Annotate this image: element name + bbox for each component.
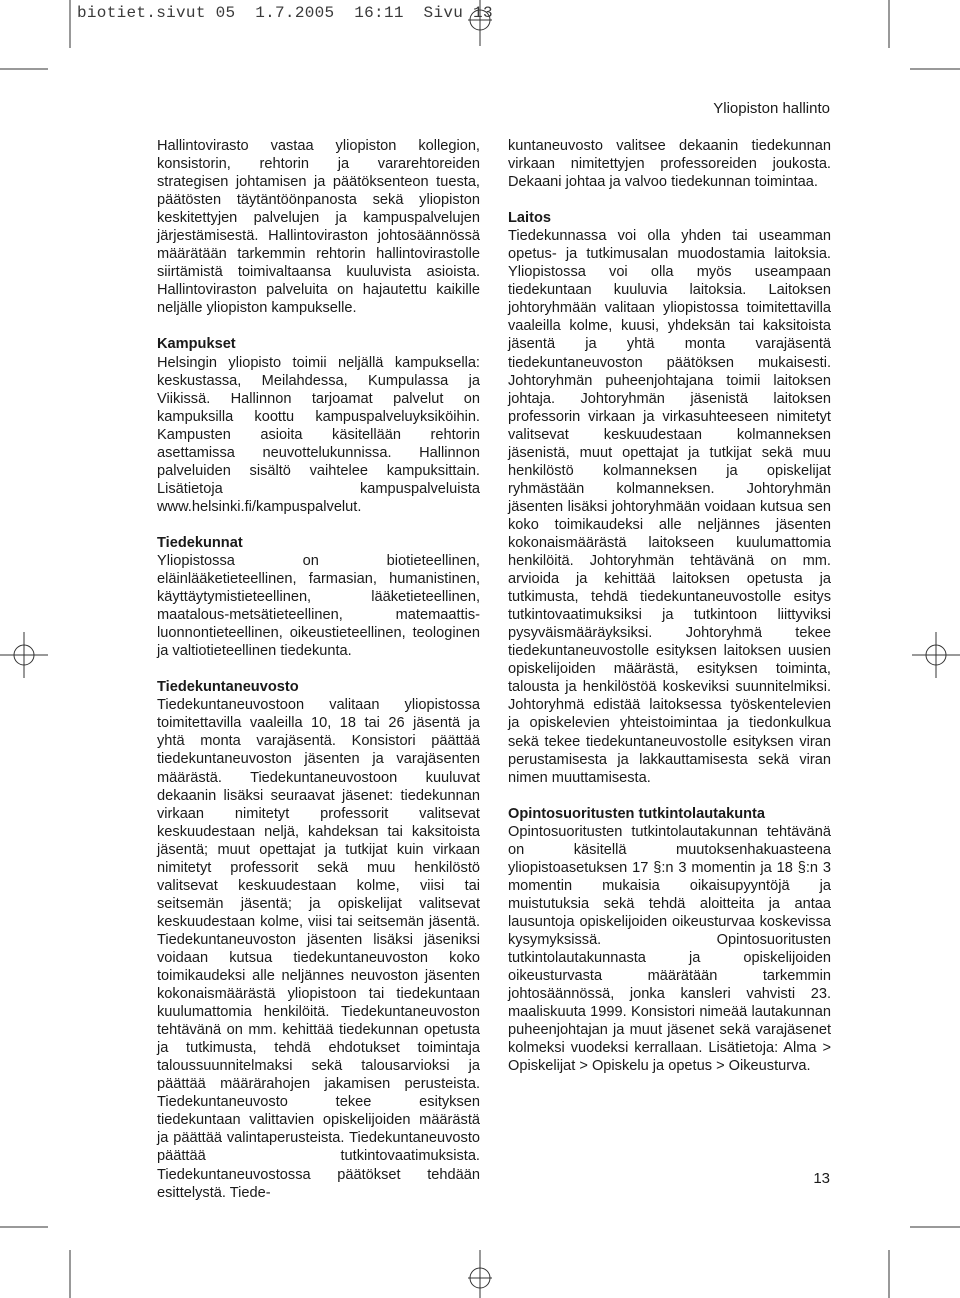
kampukset-paragraph: Helsingin yliopisto toimii neljällä kampuksella: keskustassa, Meilahdessa, Kumpulassa ja Viikissä. Hallinnon tarjoamat palvelut on kampuksilla koottu kampuspalveluyksiköihin. Kampusten asioita käsitellään rehtorin asettamissa neuvottelukunnissa. Hallinnon palveluiden sisältö vaihtelee kampuksittain. Lisätietoja kampuspalveluista www.helsinki.fi/kampuspalvelut. <box>157 354 480 515</box>
tiedekunnat-paragraph: Yliopistossa on biotieteellinen, eläinlääketieteellinen, farmasian, humanistinen, käyttäytymistieteellinen, lääketieteellinen, maatalous-metsätieteellinen, matemaattis-luonnontieteellinen, oikeustieteellinen, teologinen ja valtiotieteellinen tiedekunta. <box>157 552 480 660</box>
right-column <box>508 137 831 1075</box>
printer-slug: biotiet.sivut 05 1.7.2005 16:11 Sivu 13 <box>77 4 493 22</box>
registration-mark-right <box>910 630 960 680</box>
registration-mark-left <box>0 630 50 680</box>
registration-mark-bottom-center <box>460 1250 500 1298</box>
laitos-paragraph: Tiedekunnassa voi olla yhden tai useamman opetus- ja tutkimusalan muodostamia laitoksia. Yliopistossa voi olla myös useampaan tiedekuntaan kuuluvia laitoksia. Laitoksen johtoryhmään valitaan yliopistossa toimitettavilla vaaleilla kolme, kuusi, yhdeksän tai kaksitoista jäsentä ja yhtä monta varajäsentä tiedekuntaneuvoston päätöksen mukaisesti. Johtoryhmän puheenjohtajana toimii laitoksen johtaja. Johtoryhmän jäsenistä laitoksen professorin virkaan ja virkasuhteeseen nimitetyt valitsevat keskuudestaan kolmanneksen jäsenistä, muut opettajat ja tutkijat sekä muu henkilöstö kolmanneksen ja opiskelijat ryhmästään kolmanneksen. Johtoryhmän jäsenten lisäksi johtoryhmään voidaan kutsua sen koko toimikaudeksi alle neljännes jäsenten kokonaismäärästä laitokseen kuulumattomia henkilöitä. Johtoryhmän tehtävänä on mm. arvioida ja kehittää laitoksen opetusta ja tutkimusta, tehdä tiedekuntaneuvostolle esitys tutkintovaatimuksiksi ja tutkintoon liittyviksi pysyväismääräyksiksi. Johtoryhmä tekee tiedekuntaneuvostolle esityksen laitoksen uusien opiskelijoiden määrästä, esityksen toiminta, talousta ja henkilöstöä koskeviksi suunnitelmiksi. Johtoryhmä edistää laitoksessa työskentelevien ja opiskelevien yhteistoimintaa ja tiedonkulkua sekä tekee tiedekuntaneuvostolle esityksen viran perustamisesta ja lakkauttamisesta sekä viran nimen muuttamisesta. <box>508 228 831 786</box>
tiedekunnat-heading: Tiedekunnat <box>157 534 243 551</box>
crop-mark-right-upper <box>910 68 960 70</box>
tiedekuntaneuvosto-paragraph: Tiedekuntaneuvostoon valitaan yliopistossa toimitettavilla vaaleilla 10, 18 tai 26 jäsentä ja yhtä monta varajäsentä. Konsistori päättää tiedekuntaneuvoston jäsenten ja varajäsenten määrästä. Tiedekuntaneuvostoon kuuluvat dekaanin lisäksi seuraavat jäsenet: tiedekunnan virkaan nimitetyt professorit valitsevat keskuudestaan neljä, kahdeksan tai kaksitoista jäsentä; muut opettajat ja tutkijat kuin virkaan nimitetyt professorit sekä muu henkilöstö valitsevat keskuudestaan kolme, viisi tai seitsemän jäsentä; ja opiskelijat valitsevat keskuudestaan kolme, viisi tai seitsemän jäsentä. Tiedekuntaneuvoston jäsenten lisäksi jäseniksi voidaan kutsua tiedekuntaneuvoston koko toimikaudeksi alle neljännes neuvoston jäsenten kokonaismäärästä yliopistoon tai tiedekuntaan kuulumattomia henkilöitä. Tiedekuntaneuvoston tehtävänä on mm. kehittää tiedekunnan opetusta ja tutkimusta, tehdä ehdotukset toimintaja taloussuunnitelmaksi sekä talousarvioksi ja päättää määrärahojen jakamisen perusteista. Tiedekuntaneuvosto tekee esityksen tiedekuntaan valittavien opiskelijoiden määrästä ja päättää valintaperusteista. Tiedekuntaneuvosto päättää tutkintovaatimuksista. Tiedekuntaneuvostossa päätökset tehdään esittelystä. Tiede- <box>157 697 480 1201</box>
intro-paragraph: Hallintovirasto vastaa yliopiston kollegion, konsistorin, rehtorin ja vararehtoreiden strategisen johtamisen ja päätöksenteon tuesta, päätösten täytäntöönpanosta sekä yliopiston keskitettyjen palvelujen ja kampuspalvelujen järjestämisestä. Hallintoviraston johtosäännössä määrätään tarkemmin rehtorin hallintovirastolle siirtämistä toimivaltaansa kuuluvista asioista. Hallintoviraston palveluita on hajautettu kaikille neljälle yliopiston kampukselle. <box>157 138 480 317</box>
crop-mark-bottom-right <box>888 1250 890 1298</box>
tiedekuntaneuvosto-heading: Tiedekuntaneuvosto <box>157 679 299 696</box>
crop-mark-left-lower <box>0 1226 50 1228</box>
tutkintolautakunta-paragraph: Opintosuoritusten tutkintolautakunnan tehtävänä on käsitellä muutoksenhakuasteena yliopistoasetuksen 17 §:n 3 momentin ja 18 §:n 3 momentin mukaisia oikaisupyyntöjä ja muistutuksia sekä tehdä aloitteita ja antaa lausuntoja opiskelijoiden oikeusturvaa koskevissa kysymyksissä. Opintosuoritusten tutkintolautakunnasta ja opiskelijoiden oikeusturvasta määrätään tarkemmin johtosäännössä, jonka kansleri vahvisti 23. maaliskuuta 1999. Konsistori nimeää lautakunnan puheenjohtajan ja muut jäsenet sekä varajäsenet kolmeksi vuodeksi kerrallaan. Lisätietoja: Alma > Opiskelijat > Opiskelu ja opetus > Oikeusturva. <box>508 823 831 1075</box>
tutkintolautakunta-heading: Opintosuoritusten tutkintolautakunta <box>508 805 766 822</box>
left-column <box>157 137 480 1202</box>
running-head: Yliopiston hallinto <box>713 100 830 117</box>
crop-mark-bottom-left <box>69 1250 71 1298</box>
laitos-heading: Laitos <box>508 210 551 227</box>
crop-mark-left-upper <box>0 68 50 70</box>
continuation-paragraph: kuntaneuvosto valitsee dekaanin tiedekunnan virkaan nimitettyjen professoreiden joukosta. Dekaani johtaa ja valvoo tiedekunnan toimintaa. <box>508 138 831 191</box>
page-number: 13 <box>813 1170 830 1187</box>
kampukset-heading: Kampukset <box>157 336 236 353</box>
crop-mark-top-right <box>888 0 890 48</box>
crop-mark-right-lower <box>910 1226 960 1228</box>
